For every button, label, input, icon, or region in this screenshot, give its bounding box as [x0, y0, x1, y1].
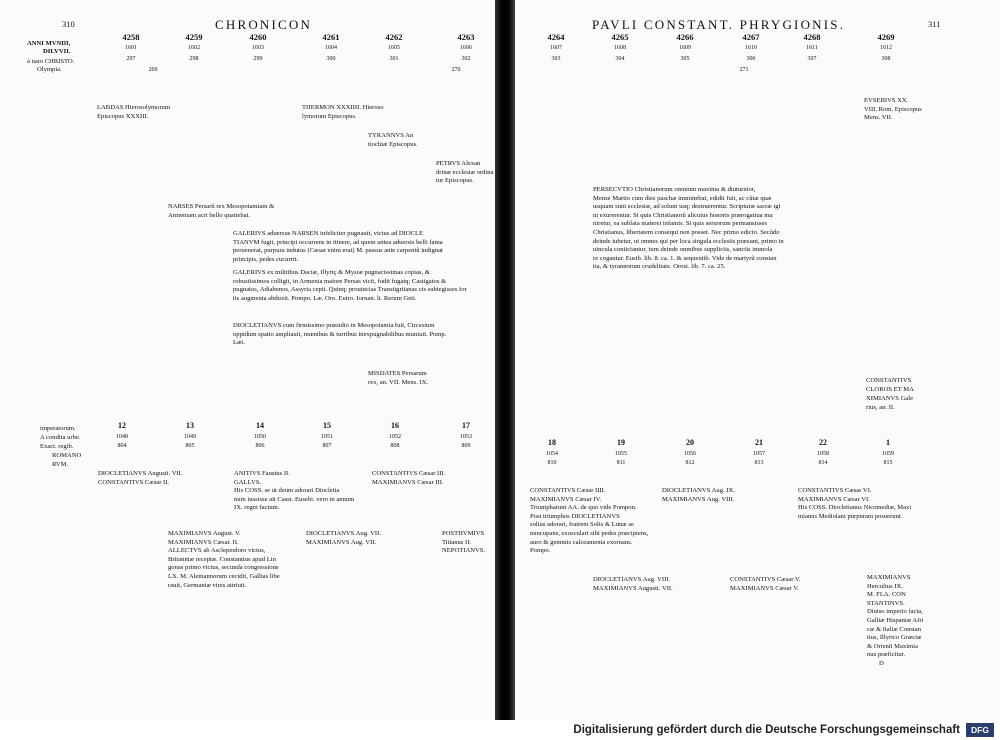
row-label-olympia: Olympia. — [37, 66, 62, 73]
year-exact-regibus: 811 — [616, 460, 626, 466]
year-ab-urbe-condita: 1054 — [546, 451, 558, 457]
year-christi: 297 — [126, 56, 136, 62]
year-christi: 299 — [253, 56, 263, 62]
funding-note: Digitalisierung gefördert durch die Deutsche Forschungsgemeinschaft — [573, 724, 960, 736]
entry-tyrannus: TYRANNVS An tiochiæ Episcopus. — [368, 132, 418, 148]
year-diluvii: 1607 — [550, 45, 562, 51]
left-page-number: 310 — [62, 19, 75, 29]
year-exact-regibus: 807 — [322, 443, 332, 449]
year-anni-mundi: 4266 — [676, 32, 694, 42]
consuls-diocletian-vii: DIOCLETIANVS Aug. VII. MAXIMIANVS Aug. VII. — [306, 530, 381, 546]
right-running-head: PAVLI CONSTANT. PHRYGIONIS. — [592, 17, 846, 32]
year-christi: 303 — [551, 56, 561, 62]
year-diluvii: 1611 — [806, 45, 818, 51]
consuls-allectus: MAXIMIANVS August. V. MAXIMIANVS Cæsar. II. ALLECTVS ab Asclepiodoro victus, Britanniæ receptæ. Constantius apud Lin gonas primo victus, secunda congressione LX. M. Alemannorum cecidit, Gallias libe rauit, Germaniæ vires attriuit. — [168, 530, 280, 589]
entry-diocletianus-mesopotamia: DIOCLETIANVS cum firmissimo præsidio in Mesopotamia fuit, Circesium oppidum spatio ampliauit, mœnibus & turribus inexpugnabilibus muniuit. Pomp. Læt. — [233, 322, 447, 347]
year-anni-mundi: 4259 — [185, 32, 203, 42]
year-exact-regibus: 808 — [390, 443, 400, 449]
consuls-diocletian-ix: DIOCLETIANVS Aug. IX. MAXIMIANVS Aug. VIII. — [662, 487, 735, 503]
year-ab-urbe-condita: 1057 — [753, 451, 765, 457]
year-diluvii: 1608 — [614, 45, 626, 51]
year-anni-mundi: 4267 — [742, 32, 760, 42]
year-ab-urbe-condita: 1051 — [321, 434, 333, 440]
reign-year: 21 — [755, 438, 763, 447]
year-anni-mundi: 4260 — [249, 32, 267, 42]
entry-thermon: THERMON XXXIIII. Hieroso lymorum Episcopus. — [302, 104, 384, 120]
reign-year: 19 — [617, 438, 625, 447]
year-ab-urbe-condita: 1052 — [389, 434, 401, 440]
year-christi: 307 — [807, 56, 817, 62]
consuls-posthumius: POSTHVMIVS Titianus II. NEPOTIANVS. — [442, 530, 486, 555]
year-anni-mundi: 4268 — [803, 32, 821, 42]
entry-galerius-victory: GALERIVS ex militibus Daciæ, Illyriç & Mysiæ pugnacissimas copias, & robustissimos colligit, in Armenia maiore Persas vicit, fudit fugatq; Castigatos & pugnatos, Adiabenos, Assyria cepit. Quinq; prouincias Transtigritanas cis subiegisses for tis augmenta abduxit. Pompo. Læ. Oro. Eutro. Iornan. li. Rerum Geti. — [233, 269, 467, 302]
left-running-head: CHRONICON — [215, 17, 313, 32]
entry-persecutio: PERSECVTIO Christianorum omnium maxima & diuturnior, Mense Martio cum dies paschæ imminebat, edidit fuit, ac cũtæ quæ usquam sunt ecclesiæ, ad solum usq; destruerentur. Scripturæ sacræ igi ni exurerentur. Si quis Christianorũ alicuius honoris prærogatiua mu niretur, ea sublata materei infamis. Si quis seruorum permansisses Christianus, libertatem consequi non posset. Nec primo edicto. Secũdo deinde iubetur, ut omnes qui per loca singula ecclesiis præsunt, primo in uincula coniiciantur, tum deinde omnibus suppliciis, sanctis immola re cogantur. Eusib. lib. 8. ca. 1. & sequentib. Vide de martyrũ constan tia, & tyrannorum crudelitate. Orosi. lib. 7. ca. 25. — [593, 186, 784, 271]
year-christi: 300 — [326, 56, 336, 62]
year-exact-regibus: 814 — [818, 460, 828, 466]
entry-constantius-cloros: CONSTANTIVS CLOROS ET MA XIMIANVS Gale rius, an. II. — [866, 377, 914, 411]
year-diluvii: 1610 — [745, 45, 757, 51]
entry-galerius-defeat: GALERIVS aduersus NARSEN infeliciter pugnauit, victus ad DIOCLE TIANVM fugit, principi occurrens in itinere, ad quem antea aduersis belli fama peruenerat, purpura indutus (Cæsar enim erat) M. passus ante carpentũ indignat principis, pedes cucurrit. — [233, 230, 443, 263]
year-christi: 305 — [680, 56, 690, 62]
reign-year: 16 — [391, 421, 399, 430]
year-diluvii: 1606 — [460, 45, 472, 51]
year-diluvii: 1603 — [252, 45, 264, 51]
digitization-footer — [0, 720, 1000, 740]
year-diluvii: 1601 — [125, 45, 137, 51]
reign-year: 22 — [819, 438, 827, 447]
reign-year: 17 — [462, 421, 470, 430]
year-anni-mundi: 4264 — [547, 32, 565, 42]
year-anni-mundi: 4261 — [322, 32, 340, 42]
reign-year: 13 — [186, 421, 194, 430]
year-diluvii: 1602 — [188, 45, 200, 51]
consuls-302: DIOCLETIANVS Augusti. VII. CONSTANTIVS Cæsar II. — [98, 470, 183, 486]
year-anni-mundi: 4265 — [611, 32, 629, 42]
entry-petrus: PETRVS Alexan drinæ ecclesiæ ordina tur Episcopus. — [436, 160, 494, 185]
year-ab-urbe-condita: 1055 — [615, 451, 627, 457]
year-christi: 298 — [189, 56, 199, 62]
right-page-number: 311 — [928, 19, 941, 29]
reign-year: 15 — [323, 421, 331, 430]
olympiad-number: 270 — [451, 67, 461, 73]
consuls-diocletian-viii: DIOCLETIANVS Aug. VIII. MAXIMIANVS Augusti. VII. — [593, 576, 673, 592]
row-label-christo: à nato CHRISTO. — [27, 58, 75, 65]
year-ab-urbe-condita: 1056 — [684, 451, 696, 457]
year-diluvii: 1609 — [679, 45, 691, 51]
reign-year: 18 — [548, 438, 556, 447]
year-diluvii: 1605 — [388, 45, 400, 51]
year-christi: 308 — [881, 56, 891, 62]
year-exact-regibus: 813 — [754, 460, 764, 466]
consuls-maximianus-ix: MAXIMIANVS Herculius IX. M. FLA. CON STANTINVS. Diuiso imperio facta, Galliæ Hispaniæ Afri cæ & Italiæ Constan tius, Illyrico Græciæ & Orienti Maximia nus præficitur. D — [867, 574, 924, 667]
row-label-anni-mundi: ANNI MVNDI, — [27, 40, 71, 47]
year-exact-regibus: 810 — [547, 460, 557, 466]
reign-year: 14 — [256, 421, 264, 430]
year-anni-mundi: 4258 — [122, 32, 140, 42]
year-exact-regibus: 815 — [883, 460, 893, 466]
year-christi: 304 — [615, 56, 625, 62]
consuls-constantius-v: CONSTANTIVS Cæsar V. MAXIMIANVS Cæsar V. — [730, 576, 801, 592]
reign-year: 12 — [118, 421, 126, 430]
year-anni-mundi: 4262 — [385, 32, 403, 42]
entry-labdas: LABDAS Hierosolymorum Episcopus XXXIII. — [97, 104, 171, 120]
year-ab-urbe-condita: 1058 — [817, 451, 829, 457]
left-page — [0, 0, 495, 720]
year-anni-mundi: 4269 — [877, 32, 895, 42]
year-ab-urbe-condita: 1049 — [184, 434, 196, 440]
year-christi: 306 — [746, 56, 756, 62]
year-exact-regibus: 805 — [185, 443, 195, 449]
reign-year: 1 — [886, 438, 890, 447]
year-anni-mundi: 4263 — [457, 32, 475, 42]
year-exact-regibus: 806 — [255, 443, 265, 449]
year-exact-regibus: 804 — [117, 443, 127, 449]
consuls-304: CONSTANTIVS Cæsar III. MAXIMIANVS Cæsar III. — [372, 470, 446, 486]
year-ab-urbe-condita: 1048 — [116, 434, 128, 440]
reign-year: 20 — [686, 438, 694, 447]
entry-misdates: MISDATES Persarum rex, an. VII. Mens. IX. — [368, 370, 429, 386]
year-ab-urbe-condita: 1050 — [254, 434, 266, 440]
year-exact-regibus: 812 — [685, 460, 695, 466]
consuls-303: ANITIVS Faustus II. GALLVS. His COSS. se ut deum adorari Diocletia num iussisse ait Cassi. Eusebi. vero in annum IX. regni factum. — [234, 470, 355, 512]
year-ab-urbe-condita: 1053 — [460, 434, 472, 440]
right-page — [515, 0, 1000, 720]
year-christi: 302 — [461, 56, 471, 62]
year-christi: 301 — [389, 56, 399, 62]
year-ab-urbe-condita: 1059 — [882, 451, 894, 457]
entry-eusebius: EVSEBIVS XX. VIII. Rom. Episcopus Mens. VII. — [864, 97, 922, 122]
book-gutter — [495, 0, 515, 720]
year-diluvii: 1604 — [325, 45, 337, 51]
row-label-diluvii: DILVVII. — [43, 48, 71, 55]
year-exact-regibus: 809 — [461, 443, 471, 449]
consuls-abdication: CONSTANTIVS Cæsar VI. MAXIMIANVS Cæsar VI. His COSS. Diocletianus Nicomediæ, Maxi mianus Mediolani purpuram posuerunt. — [798, 487, 912, 520]
lower-row-labels: imperatorum. A condita urbe. Exact. regib. ROMANO RVM. — [40, 425, 82, 468]
year-diluvii: 1612 — [880, 45, 892, 51]
dfg-logo: DFG — [966, 723, 994, 737]
entry-narses: NARSES Persarũ rex Mesopotamiam & Armeniam acri bello quatiebat. — [168, 203, 275, 219]
olympiad-number: 269 — [148, 67, 158, 73]
olympiad-number: 271 — [739, 67, 749, 73]
consuls-triumph: CONSTANTIVS Cæsar IIII. MAXIMIANVS Cæsar IV. Triumpharunt AA. de quo vide Pompon. Post triumphos DIOCLETIANVS solius adorari, fratrem Solis & Lunæ se nuncupans, exosculari sibi pedes præcipiens, auro & gemmis calceamenta exornans. Pompo. — [530, 487, 649, 555]
